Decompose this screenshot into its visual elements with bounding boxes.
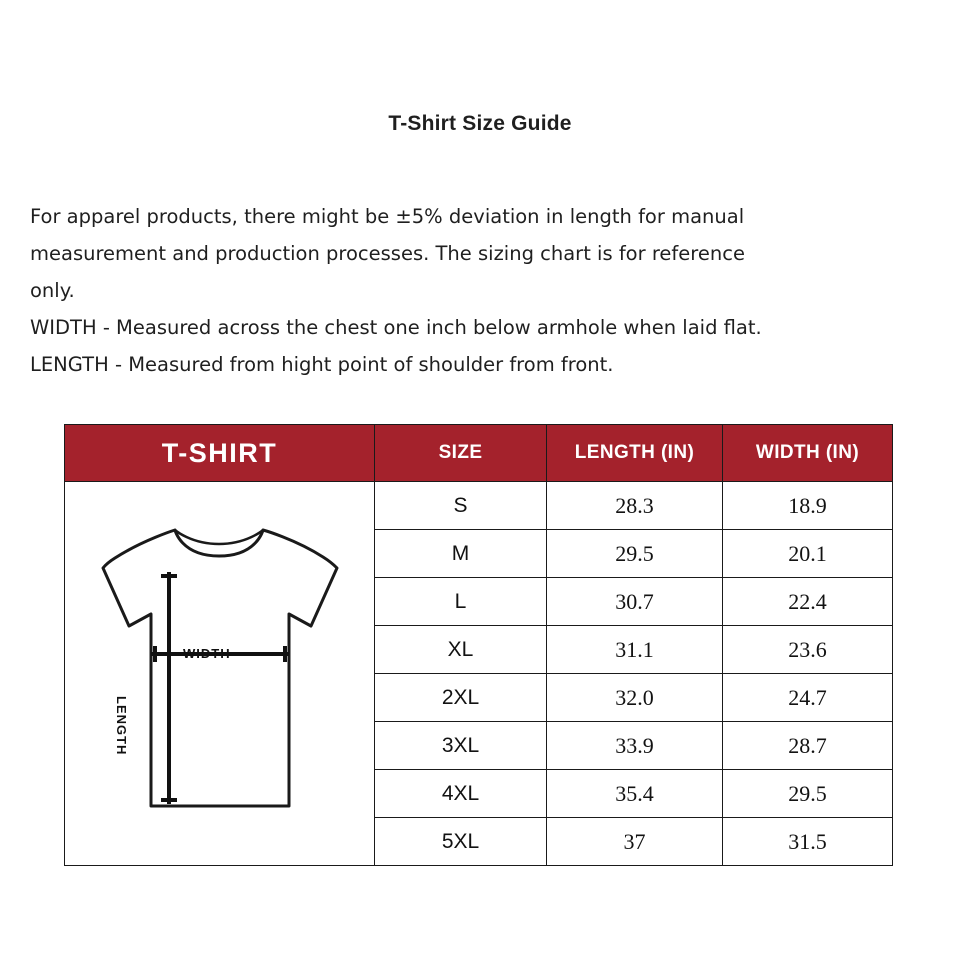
table-header [65, 425, 893, 482]
cell-size: L [375, 578, 547, 626]
intro-line-2: measurement and production processes. The sizing chart is for reference [30, 242, 745, 265]
tshirt-icon [65, 486, 373, 862]
cell-size: M [375, 530, 547, 578]
cell-length: 31.1 [547, 626, 723, 674]
header-brand: T-SHIRT [65, 425, 375, 482]
cell-width: 23.6 [723, 626, 893, 674]
cell-length: 37 [547, 818, 723, 866]
diagram-width-label: WIDTH [183, 645, 231, 661]
tshirt-diagram [65, 486, 373, 862]
table-header-row [65, 425, 893, 482]
cell-length: 28.3 [547, 482, 723, 530]
header-width: WIDTH (IN) [723, 425, 893, 482]
header-length: LENGTH (IN) [547, 425, 723, 482]
cell-length: 33.9 [547, 722, 723, 770]
cell-length: 35.4 [547, 770, 723, 818]
size-table-container [64, 424, 892, 866]
intro-text [30, 198, 928, 383]
intro-line-4: WIDTH - Measured across the chest one inch below armhole when laid flat. [30, 316, 762, 339]
cell-width: 20.1 [723, 530, 893, 578]
cell-length: 32.0 [547, 674, 723, 722]
cell-size: 4XL [375, 770, 547, 818]
intro-line-3: only. [30, 279, 75, 302]
cell-width: 24.7 [723, 674, 893, 722]
cell-width: 18.9 [723, 482, 893, 530]
cell-size: 5XL [375, 818, 547, 866]
diagram-length-label: LENGTH [114, 695, 129, 755]
table-body [65, 482, 893, 866]
cell-size: S [375, 482, 547, 530]
table-row [65, 482, 893, 530]
intro-line-1: For apparel products, there might be ±5% deviation in length for manual [30, 205, 745, 228]
cell-width: 22.4 [723, 578, 893, 626]
cell-size: XL [375, 626, 547, 674]
cell-length: 29.5 [547, 530, 723, 578]
header-size: SIZE [375, 425, 547, 482]
page-title: T-Shirt Size Guide [388, 112, 572, 135]
tshirt-diagram-cell [65, 482, 375, 866]
cell-size: 2XL [375, 674, 547, 722]
cell-length: 30.7 [547, 578, 723, 626]
cell-width: 28.7 [723, 722, 893, 770]
cell-width: 29.5 [723, 770, 893, 818]
intro-line-5: LENGTH - Measured from hight point of shoulder from front. [30, 353, 614, 376]
cell-width: 31.5 [723, 818, 893, 866]
size-table [64, 424, 893, 866]
cell-size: 3XL [375, 722, 547, 770]
